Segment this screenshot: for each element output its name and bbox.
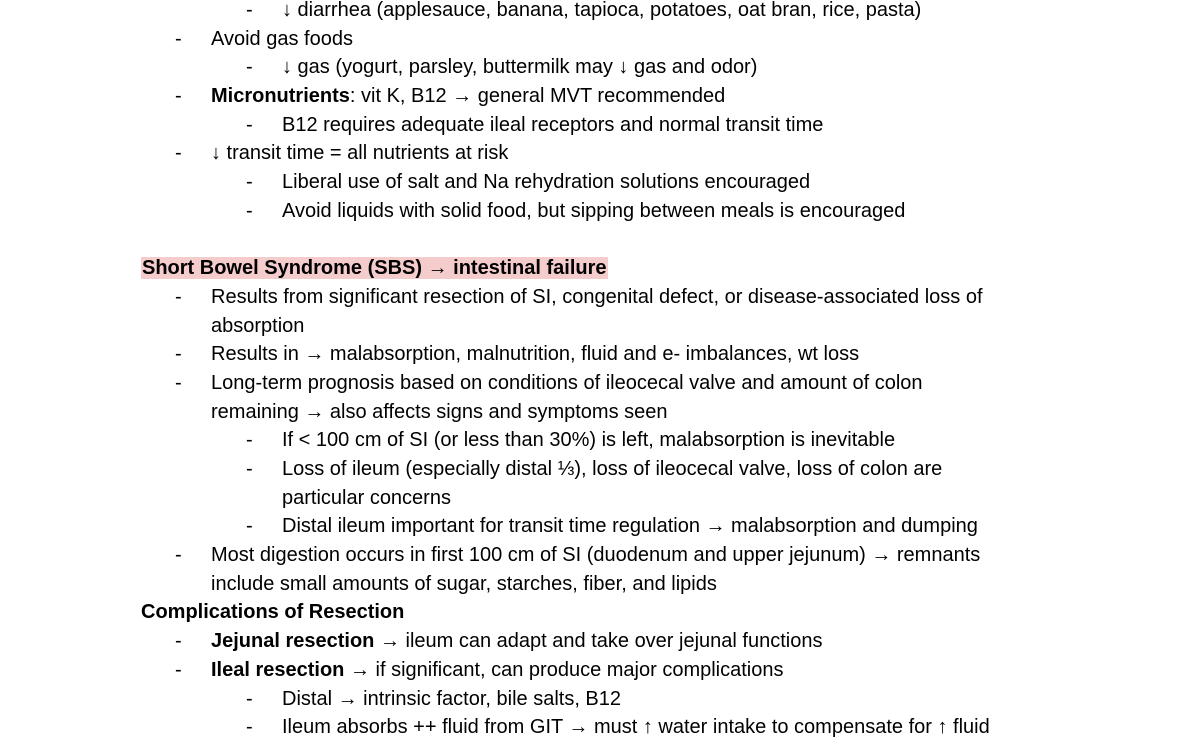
bullet-dash: - <box>246 515 253 538</box>
line-text <box>282 426 895 455</box>
bold-term: Micronutrients <box>211 85 350 108</box>
bullet-item <box>0 541 1200 570</box>
line-text <box>211 369 923 398</box>
text-run: Short Bowel Syndrome (SBS) → intestinal failure <box>142 257 607 280</box>
bullet-continuation <box>0 398 1200 427</box>
bullet-dash: - <box>175 85 182 108</box>
blank-line <box>0 226 1200 255</box>
line-text <box>211 541 980 570</box>
bullet-item <box>0 25 1200 54</box>
bullet-dash: - <box>175 371 182 394</box>
sub-bullet-continuation <box>0 484 1200 513</box>
text-run: Avoid liquids with solid food, but sipping between meals is encouraged <box>282 199 906 222</box>
bullet-dash: - <box>175 544 182 567</box>
text-run: particular concerns <box>282 486 451 509</box>
text-run: Long-term prognosis based on conditions of ileocecal valve and amount of colon <box>211 371 923 394</box>
line-text <box>141 254 608 283</box>
line-text <box>282 0 921 25</box>
bullet-dash: - <box>246 429 253 452</box>
line-text <box>282 484 451 513</box>
line-text <box>282 111 823 140</box>
section-heading <box>0 254 1200 283</box>
bullet-continuation <box>0 312 1200 341</box>
text-run: : vit K, B12 → general MVT recommended <box>349 85 726 108</box>
line-text <box>211 627 822 656</box>
line-text <box>211 312 304 341</box>
text-run: B12 requires adequate ileal receptors and normal transit time <box>282 113 824 136</box>
text-run: include small amounts of sugar, starches, fiber, and lipids <box>211 572 717 595</box>
sub-bullet-item <box>0 455 1200 484</box>
bullet-dash: - <box>175 27 182 50</box>
section-heading <box>0 598 1200 627</box>
text-run: Results from significant resection of SI, congenital defect, or disease-associated loss of <box>211 285 983 308</box>
bullet-dash: - <box>175 658 182 681</box>
sub-bullet-item <box>0 512 1200 541</box>
bullet-item <box>0 139 1200 168</box>
sub-bullet-item <box>0 426 1200 455</box>
bullet-dash: - <box>175 285 182 308</box>
bullet-dash: - <box>175 142 182 165</box>
text-run: absorption <box>211 314 305 337</box>
text-run: Avoid gas foods <box>211 27 353 50</box>
line-text <box>282 168 810 197</box>
bullet-dash: - <box>246 199 253 222</box>
line-text <box>211 570 717 599</box>
bullet-dash: - <box>246 0 253 21</box>
line-text <box>282 685 621 714</box>
bullet-item <box>0 627 1200 656</box>
sub-bullet-item <box>0 713 1200 742</box>
bullet-dash: - <box>246 56 253 79</box>
bullet-dash: - <box>246 687 253 710</box>
bullet-item <box>0 283 1200 312</box>
sub-bullet-item <box>0 685 1200 714</box>
bullet-item <box>0 82 1200 111</box>
line-text <box>211 340 859 369</box>
bold-term: Jejunal resection <box>211 630 375 653</box>
bullet-dash: - <box>175 630 182 653</box>
sub-bullet-item <box>0 53 1200 82</box>
line-text <box>211 398 668 427</box>
line-text <box>211 283 983 312</box>
line-text <box>211 25 353 54</box>
text-run: → if significant, can produce major complications <box>344 658 784 681</box>
line-text <box>211 656 784 685</box>
line-text <box>282 197 905 226</box>
text-run: Liberal use of salt and Na rehydration solutions encouraged <box>282 171 811 194</box>
line-text <box>211 139 508 168</box>
text-run: Ileum absorbs ++ fluid from GIT → must ↑ water intake to compensate for ↑ fluid <box>282 716 990 739</box>
text-run: If < 100 cm of SI (or less than 30%) is left, malabsorption is inevitable <box>282 429 896 452</box>
bullet-dash: - <box>246 171 253 194</box>
text-run: Most digestion occurs in first 100 cm of SI (duodenum and upper jejunum) → remnants <box>211 544 981 567</box>
line-text <box>282 512 978 541</box>
line-text <box>211 82 725 111</box>
line-text <box>141 598 404 627</box>
text-run: → ileum can adapt and take over jejunal functions <box>374 630 823 653</box>
bullet-dash: - <box>246 716 253 739</box>
highlighted-heading <box>141 257 608 279</box>
text-run: ↓ diarrhea (applesauce, banana, tapioca, potatoes, oat bran, rice, pasta) <box>282 0 922 21</box>
bullet-dash: - <box>246 113 253 136</box>
text-run: remaining → also affects signs and symptoms seen <box>211 400 668 423</box>
sub-bullet-item <box>0 0 1200 25</box>
line-text <box>282 713 990 742</box>
text-run: Distal → intrinsic factor, bile salts, B12 <box>282 687 622 710</box>
text-run: Results in → malabsorption, malnutrition, fluid and e- imbalances, wt loss <box>211 343 860 366</box>
bullet-item <box>0 340 1200 369</box>
text-run: Distal ileum important for transit time regulation → malabsorption and dumping <box>282 515 978 538</box>
text-run: ↓ transit time = all nutrients at risk <box>211 142 509 165</box>
line-text <box>282 455 942 484</box>
text-run: Loss of ileum (especially distal ⅓), loss of ileocecal valve, loss of colon are <box>282 458 943 480</box>
bullet-item <box>0 656 1200 685</box>
bullet-dash: - <box>175 343 182 366</box>
bold-term: Ileal resection <box>211 658 345 681</box>
bullet-dash: - <box>246 458 253 480</box>
bullet-continuation <box>0 570 1200 599</box>
text-run: ↓ gas (yogurt, parsley, buttermilk may ↓ gas and odor) <box>282 56 758 79</box>
sub-bullet-item <box>0 111 1200 140</box>
line-text <box>282 53 757 82</box>
sub-bullet-item <box>0 168 1200 197</box>
sub-bullet-item <box>0 197 1200 226</box>
bullet-item <box>0 369 1200 398</box>
text-run: Complications of Resection <box>141 601 405 624</box>
